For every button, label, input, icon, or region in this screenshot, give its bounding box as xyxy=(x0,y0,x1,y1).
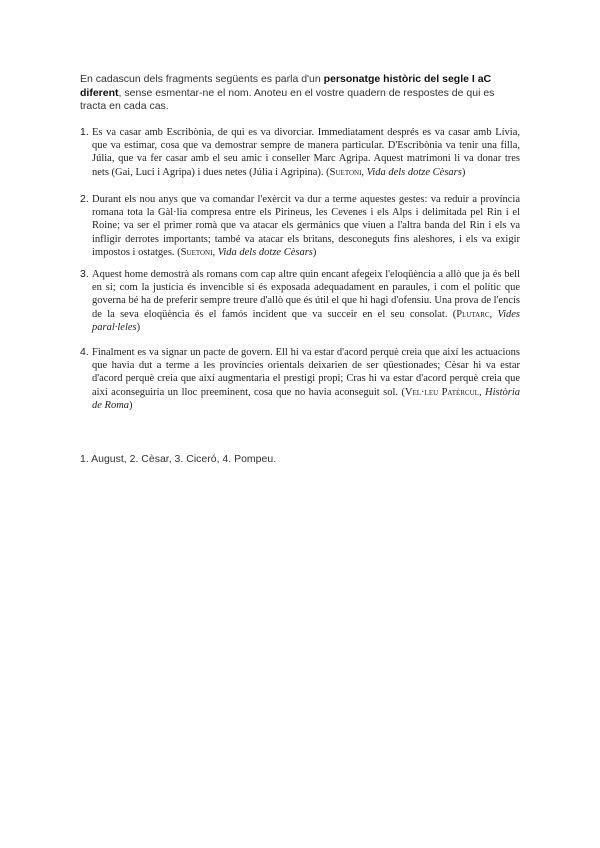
answer-key: 1. August, 2. Cèsar, 3. Ciceró, 4. Pompeu. xyxy=(80,453,277,465)
fragment-3 xyxy=(80,268,520,334)
fragment-1 xyxy=(80,126,520,179)
source-close: ) xyxy=(312,246,317,258)
fragment-text xyxy=(92,193,520,259)
fragment-text xyxy=(92,346,520,412)
source-separator: , xyxy=(489,308,498,320)
instructions-text-start: En cadascun dels fragments següents es parla d'un xyxy=(80,73,324,85)
source-author: Vel·leu Patèrcul xyxy=(404,386,479,398)
source-author: Plutarc xyxy=(456,308,490,320)
source-work: Vida dels dotze Cèsars xyxy=(217,246,313,258)
source-separator: , xyxy=(478,386,485,398)
instructions-paragraph xyxy=(80,73,520,114)
fragment-quote: Aquest home demostrà als romans com cap altre quin encant afegeix l'eloqüència a allò que ja és bell en si; com la justícia és invencible si és exposada adequadament en paraules, i com el polític que governa bé ha de preferir sempre treure d'allò que és útil el que hi hagi d'ofensiu. Una prova de l'encís de la seva eloqüència és el famós incident que va succeir en el seu consolat. ( xyxy=(92,269,520,320)
fragment-number: 1. xyxy=(80,126,89,138)
fragment-4 xyxy=(80,346,520,412)
source-close: ) xyxy=(129,399,133,411)
source-separator: , xyxy=(212,246,218,258)
fragment-2 xyxy=(80,193,520,259)
fragment-text xyxy=(92,126,520,179)
fragment-number: 2. xyxy=(80,193,89,205)
fragment-text xyxy=(92,268,520,334)
source-separator: , xyxy=(361,166,367,178)
source-author: Suetoni xyxy=(180,246,213,258)
source-work: Vides paral·leles xyxy=(92,308,521,333)
fragment-number: 3. xyxy=(80,268,89,280)
instructions-text-end: , sense esmentar-ne el nom. Anoteu en el vostre quadern de respostes de qui es tracta en cada cas. xyxy=(80,86,495,112)
fragment-number: 4. xyxy=(80,346,89,358)
source-author: Suetoni xyxy=(329,166,362,178)
fragment-quote: Finalment es va signar un pacte de govern. Ell hi va estar d'acord perquè creia que així les actuacions que havia dut a terme a les províncies orientals deixarien de ser qüestionades; Cèsar hi va estar d'acord perquè creia que així augmentaria el prestigi propi; Cras hi va estar d'acord perquè creia que així aconseguiria un lloc preeminent, cosa que no havia aconseguit sol. ( xyxy=(92,347,520,398)
source-close: ) xyxy=(136,321,141,333)
source-work: Vida dels dotze Cèsars xyxy=(366,166,462,178)
fragment-quote: Durant els nou anys que va comandar l'exèrcit va dur a terme aquestes gestes: va reduir a província romana tota la Gàl·lia compresa entre els Pirineus, les Cevenes i els Alps i delimitada pel Rin i el Roine; va ser el primer romà que va atacar els germànics que viuen a l'altra banda del Rin i els va infligir derrotes importants; també va atacar els britans, desconeguts fins aleshores, i els va exigir impostos i ostatges. ( xyxy=(92,194,520,258)
source-work: Història de Roma xyxy=(92,386,521,411)
source-close: ) xyxy=(461,166,466,178)
fragment-quote: Es va casar amb Escribònia, de qui es va divorciar. Immediatament després es va casar amb Lívia, que va estimar, cosa que va demostrar sempre de manera particular. D'Escribònia va tenir una filla, Júlia, que va fer casar amb el seu amic i conseller Marc Agripa. Aquest matrimoni li va donar tres nets (Gai, Luci i Agripa) i dues netes (Júlia i Agripina). ( xyxy=(92,127,520,178)
instructions-emphasis: personatge històric del segle I aC diferent xyxy=(80,73,492,99)
